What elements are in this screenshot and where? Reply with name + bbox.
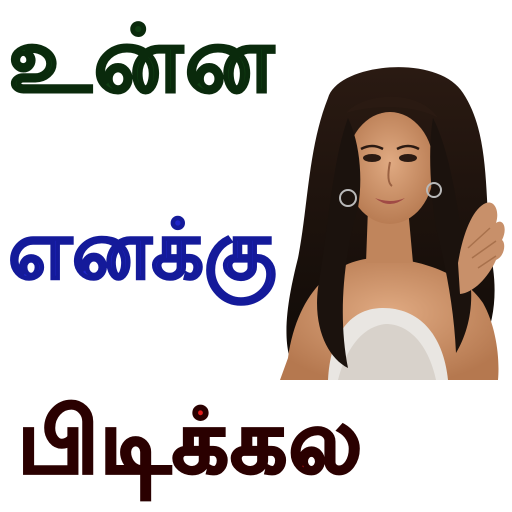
woman-portrait-image: [268, 58, 508, 380]
tamil-word-line-1: உன்ன: [8, 6, 276, 113]
tamil-word-line-2: எனக்கு: [8, 203, 277, 298]
tamil-word-line-3: பிடிக்கல: [18, 390, 364, 493]
